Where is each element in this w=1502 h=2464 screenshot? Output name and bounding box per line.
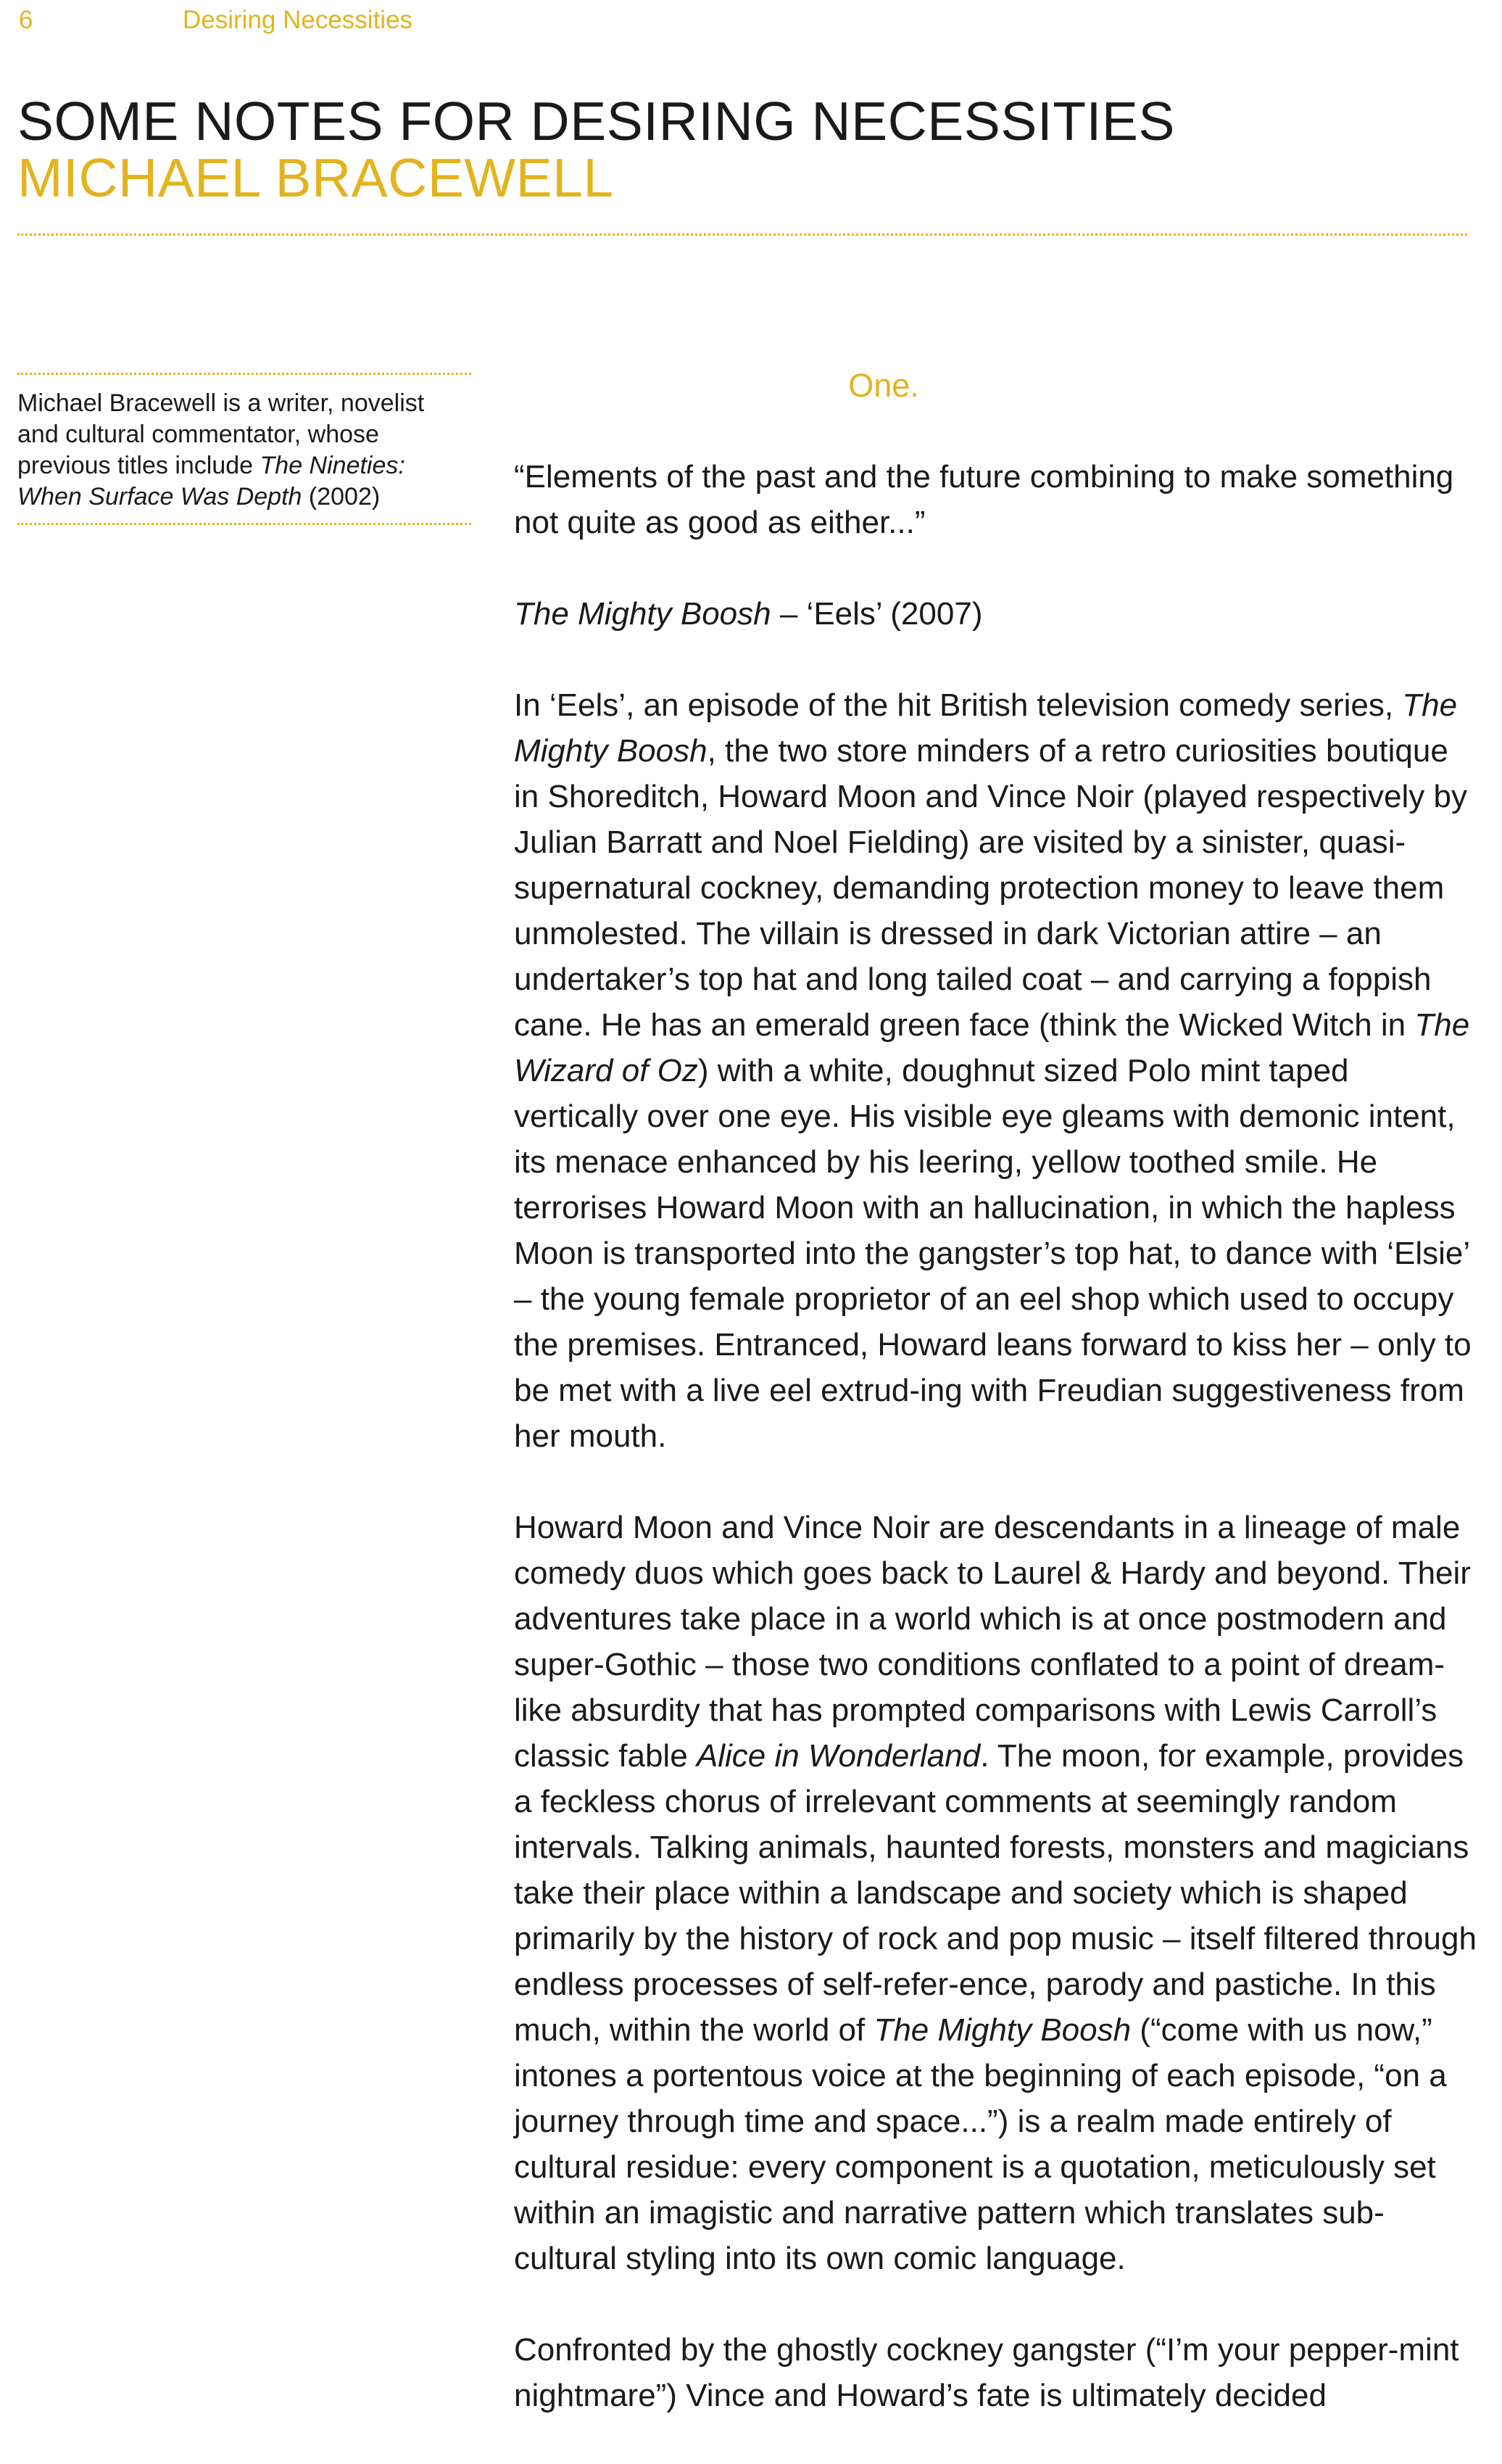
paragraph-1	[514, 682, 1478, 1459]
section-number: One.	[848, 367, 919, 404]
p1-text-c: ) with a white, doughnut sized Polo mint taped vertically over one eye. His visible eye gleams with demonic intent, its menace enhanced by his leering, yellow toothed smile. He terrorises Howard Moon with an hallucination, in which the hapless Moon is transported into the gangster’s top hat, to dance with ‘Elsie’ – the young female proprietor of an eel shop which used to occupy the premises. Entranced, Howard leans forward to kiss her – only to be met with a live eel extrud-ing with Freudian suggestiveness from her mouth.	[514, 1053, 1472, 1454]
running-head	[19, 6, 412, 35]
title-divider	[17, 233, 1467, 236]
p3-text-a: Confronted by the ghostly cockney gangster (“I’m your pepper-mint nightmare”) Vince and Howard’s fate is ultimately decided	[514, 2332, 1459, 2413]
title-main: SOME NOTES FOR DESIRING NECESSITIES	[17, 91, 1175, 152]
p2-text-b: . The moon, for example, provides a feckless chorus of irrelevant comments at seemingly random intervals. Talking animals, haunted forests, monsters and magicians take their place within a landscape and society which is shaped primarily by the history of rock and pop music – itself filtered through endless processes of self-refer-ence, parody and pastiche. In this much, within the world of	[514, 1738, 1477, 2048]
p1-italic-1: The Mighty Boosh	[514, 687, 1458, 769]
p2-text-a: Howard Moon and Vince Noir are descendants in a lineage of male comedy duos which goes back to Laurel & Hardy and beyond. Their adventures take place in a world which is at once postmodern and super-Gothic – those two conditions conflated to a point of dream-like absurdity that has prompted comparisons with Lewis Carroll’s classic fable	[514, 1510, 1471, 1774]
author-bio	[17, 373, 471, 525]
citation-rest: – ‘Eels’ (2007)	[771, 596, 983, 632]
p2-italic-1: Alice in Wonderland	[696, 1738, 981, 1774]
citation-title: The Mighty Boosh	[514, 596, 771, 632]
running-title: Desiring Necessities	[183, 6, 413, 34]
p2-text-c: (“come with us now,” intones a portentous voice at the beginning of each episode, “on a journey through time and space...”) is a realm made entirely of cultural residue: every component is a quotation, meticulously set within an imagistic and narrative pattern which translates sub-cultural styling into its own comic language.	[514, 2012, 1447, 2276]
paragraph-2	[514, 1505, 1478, 2281]
bio-book-title: The Nineties: When Surface Was Depth	[17, 452, 405, 510]
epigraph-citation	[514, 591, 1478, 637]
title-author: MICHAEL BRACEWELL	[17, 147, 614, 208]
p1-text-a: In ‘Eels’, an episode of the hit British television comedy series,	[514, 687, 1403, 723]
article-title	[17, 93, 1175, 206]
p2-italic-2: The Mighty Boosh	[874, 2012, 1132, 2048]
p1-text-b: , the two store minders of a retro curiosities boutique in Shoreditch, Howard Moon and Vince Noir (played respectively by Julian Barratt and Noel Fielding) are visited by a sinister, quasi-supernatural cockney, demanding protection money to leave them unmolested. The villain is dressed in dark Victorian attire – an undertaker’s top hat and long tailed coat – and carrying a foppish cane. He has an emerald green face (think the Wicked Witch in	[514, 733, 1467, 1043]
bio-text-1: Michael Bracewell is a writer, novelist and cultural commentator, whose previous titles include	[17, 389, 425, 479]
bio-text-2: (2002)	[302, 483, 381, 510]
epigraph-quote: “Elements of the past and the future combining to make something not quite as good as either...”	[514, 459, 1454, 540]
body-column	[514, 363, 1478, 2418]
page-number: 6	[19, 6, 33, 34]
paragraph-3	[514, 2327, 1478, 2418]
p1-italic-2: The Wizard of Oz	[514, 1007, 1470, 1088]
